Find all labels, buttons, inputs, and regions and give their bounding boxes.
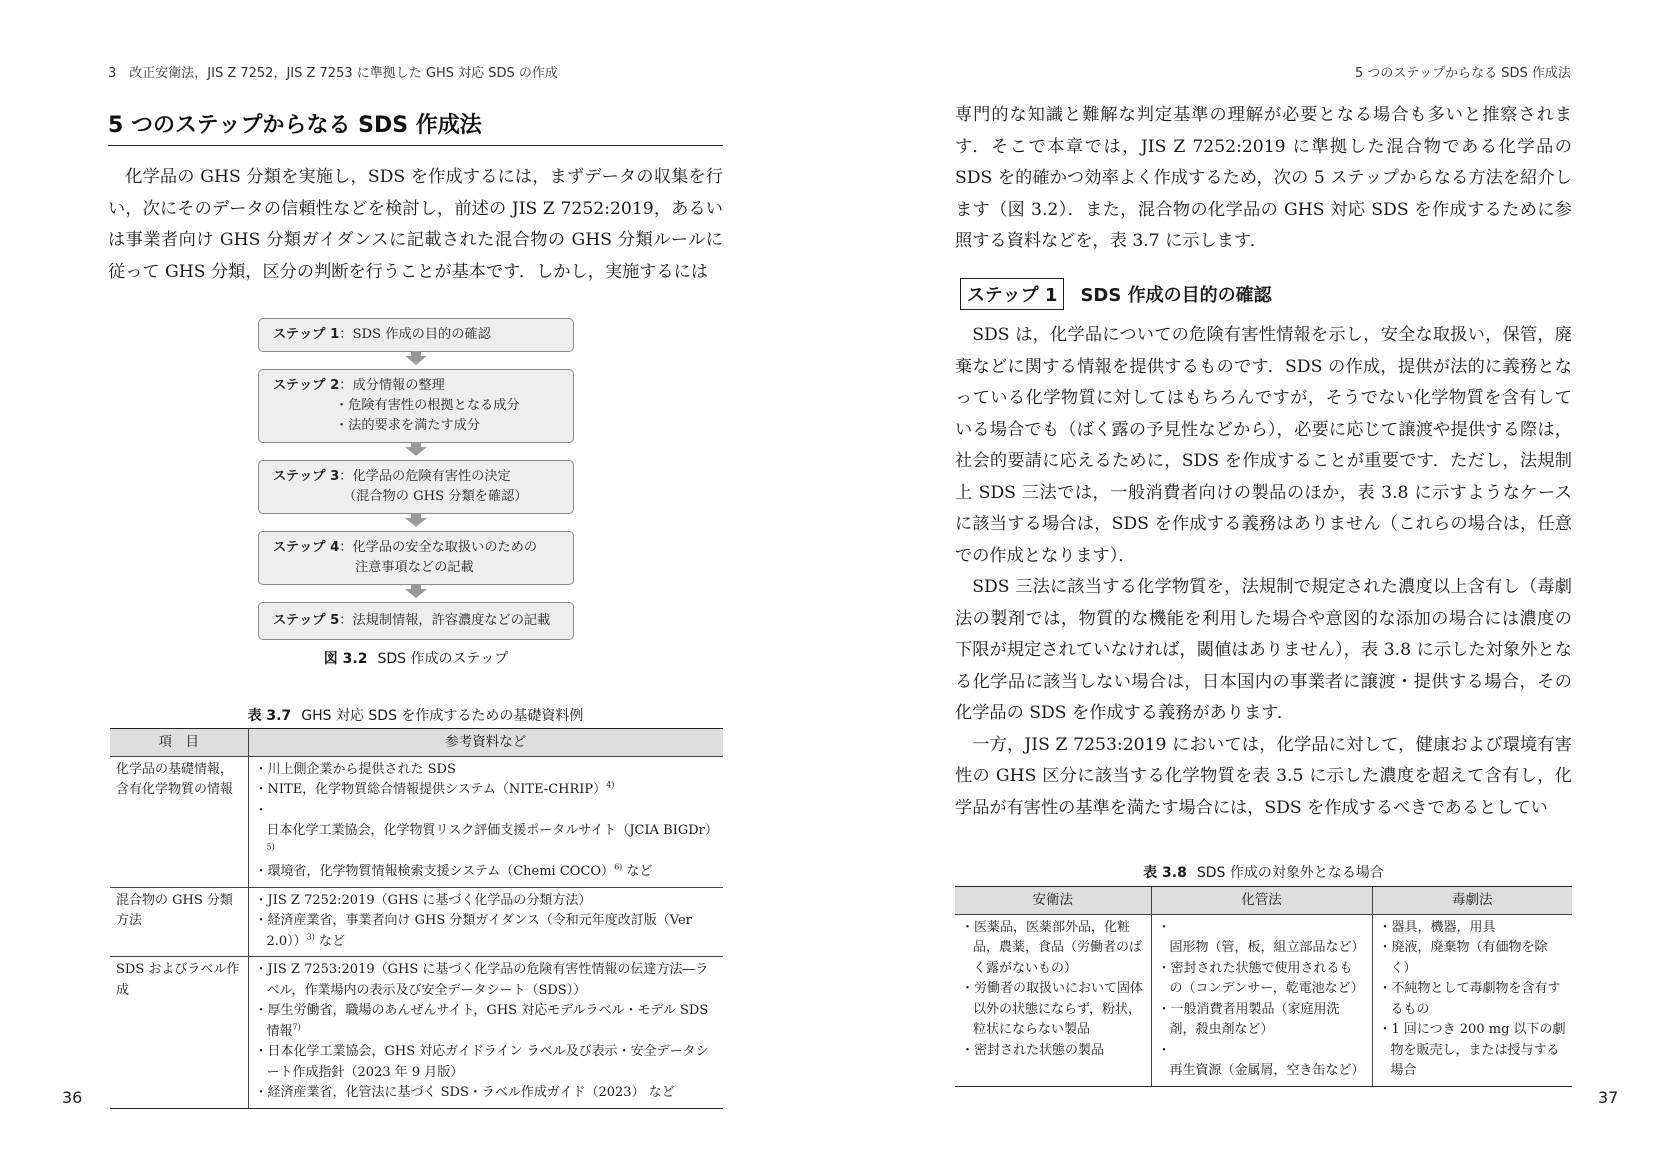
list-item: ・ 再生資源（金属屑，空き缶など） bbox=[1158, 1041, 1366, 1082]
table-row bbox=[955, 914, 1572, 1086]
flow-arrow bbox=[405, 518, 427, 527]
step-1-title: SDS 作成の目的の確認 bbox=[1080, 285, 1272, 306]
list-item: ・ NITE，化学物質総合情報提供システム（NITE-CHRIP）$^{4)}$ bbox=[255, 780, 718, 801]
figure-caption: 図 3.2 SDS 作成のステップ bbox=[323, 651, 509, 667]
table-3-7-caption: 表 3.7 GHS 対応 SDS を作成するための基礎資料例 bbox=[247, 708, 584, 724]
table-3-8 bbox=[955, 886, 1572, 1087]
list-item: ・ 川上側企業から提供された SDS bbox=[255, 760, 718, 781]
list-item: ・ 不純物として毒劇物を含有するもの bbox=[1379, 979, 1567, 1020]
list-item: ・ 固形物（管，板，組立部品など） bbox=[1158, 918, 1366, 959]
table-header-cell: 毒劇法 bbox=[1372, 887, 1572, 915]
table-cell-item: 混合物の GHS 分類方法 bbox=[110, 887, 248, 957]
flow-arrow bbox=[405, 356, 427, 365]
intro-paragraph: 化学品の GHS 分類を実施し，SDS を作成するには，まずデータの収集を行い，次にそのデータの信頼性などを検討し，前述の JIS Z 7252:2019，あるいは事業者向け GHS 分類ガイダンスに記載された混合物の GHS 分類ルールに従って GHS 分類，区分の判断を行うことが基本です．しかし，実施するには bbox=[108, 167, 723, 282]
list-item: ・ 環境省，化学物質情報検索支援システム（Chemi COCO）$^{6)}$ など bbox=[255, 862, 718, 883]
list-item: ・ 一般消費者用製品（家庭用洗剤，殺虫剤など） bbox=[1158, 1000, 1366, 1041]
table-cell-refs bbox=[248, 756, 723, 887]
list-item: ・ 日本化学工業協会，GHS 対応ガイドライン ラベル及び表示・安全データシート作成指針（2023 年 9 月版） bbox=[255, 1042, 718, 1083]
table-header-cell: 参考資料など bbox=[248, 729, 723, 757]
body-paragraph: 一方，JIS Z 7253:2019 においては，化学品に対して，健康および環境有害性の GHS 区分に該当する化学物質を表 3.5 に示した濃度を超えて含有し，化学品が有害性の基準を満たす場合には，SDS を作成するべきであるとしてい bbox=[955, 734, 1572, 818]
list-item: ・ 経済産業省，化管法に基づく SDS・ラベル作成ガイド（2023） など bbox=[255, 1083, 718, 1104]
table-header-row bbox=[110, 729, 723, 757]
body-paragraph: SDS は，化学品についての危険有害性情報を示し，安全な取扱い，保管，廃棄などに関する情報を提供するものです．SDS の作成，提供が法的に義務となっている化学物質に対してはもちろんですが，そうでない化学物質を含有している場合でも（ばく露の予見性などから），必要に応じて譲渡や提供する際は，社会的要請に応えるために，SDS を作成することが重要です．ただし，法規制上 SDS 三法では，一般消費者向けの製品のほか，表 3.8 に示すようなケースに該当する場合は，SDS を作成する義務はありません（これらの場合は，任意での作成となります）． bbox=[955, 325, 1572, 566]
table-3-8-caption: 表 3.8 SDS 作成の対象外となる場合 bbox=[1143, 865, 1384, 881]
list-item: ・ 労働者の取扱いにおいて固体以外の状態にならず，粉状，粒状にならない製品 bbox=[961, 979, 1145, 1041]
flow-step-1: ステップ 1：SDS 作成の目的の確認 bbox=[258, 318, 574, 352]
table-cell-item: 化学品の基礎情報，含有化学物質の情報 bbox=[110, 756, 248, 887]
flow-step-4: ステップ 4：化学品の安全な取扱いのための 注意事項などの記載 bbox=[258, 531, 574, 585]
table-3-7 bbox=[110, 728, 723, 1109]
step-1-label-box: ステップ 1 bbox=[960, 278, 1064, 310]
list-item: ・ JIS Z 7253:2019（GHS に基づく化学品の危険有害性情報の伝達方法―ラベル，作業場内の表示及び安全データシート（SDS）） bbox=[255, 960, 718, 1001]
flow-step-3: ステップ 3：化学品の危険有害性の決定 （混合物の GHS 分類を確認） bbox=[258, 460, 574, 514]
right-running-head: 5 つのステップからなる SDS 作成法 bbox=[1355, 66, 1571, 81]
left-running-head: 3 改正安衛法，JIS Z 7252，JIS Z 7253 に準拠した GHS 対応 SDS の作成 bbox=[108, 66, 558, 81]
list-item: ・ 医薬品，医薬部外品，化粧品，農薬，食品（労働者のばく露がないもの） bbox=[961, 918, 1145, 980]
right-page-number: 37 bbox=[1598, 1088, 1619, 1107]
list-item: ・ 器具，機器，用具 bbox=[1379, 918, 1567, 939]
list-item: ・ 密封された状態の製品 bbox=[961, 1041, 1145, 1062]
list-item: ・ 厚生労働省，職場のあんぜんサイト，GHS 対応モデルラベル・モデル SDS 情報$^{7)}$ bbox=[255, 1001, 718, 1042]
list-item: ・ JIS Z 7252:2019（GHS に基づく化学品の分類方法） bbox=[255, 891, 718, 912]
table-cell-kakan bbox=[1151, 914, 1372, 1086]
flow-arrow bbox=[405, 447, 427, 456]
step-1-body bbox=[955, 320, 1572, 824]
table-row bbox=[110, 957, 723, 1109]
table-cell-item: SDS およびラベル作成 bbox=[110, 957, 248, 1109]
table-header-cell: 安衛法 bbox=[955, 887, 1151, 915]
left-page-number: 36 bbox=[62, 1088, 83, 1107]
table-cell-refs bbox=[248, 957, 723, 1109]
step-flowchart bbox=[258, 318, 574, 640]
list-item: ・ 廃液，廃棄物（有価物を除く） bbox=[1379, 938, 1567, 979]
table-header-cell: 項 目 bbox=[110, 729, 248, 757]
table-header-row bbox=[955, 887, 1572, 915]
list-item: ・ 密封された状態で使用されるもの（コンデンサー，乾電池など） bbox=[1158, 959, 1366, 1000]
table-header-cell: 化管法 bbox=[1151, 887, 1372, 915]
continuation-paragraph: 専門的な知識と難解な判定基準の理解が必要となる場合も多いと推察されます．そこで本章では，JIS Z 7252:2019 に準拠した混合物である化学品の SDS を的確かつ効率よく作成するため，次の 5 ステップからなる方法を紹介します（図 3.2）．また，混合物の化学品の GHS 対応 SDS を作成するために参照する資料などを，表 3.7 に示します． bbox=[955, 105, 1572, 251]
list-item: ・ 経済産業省，事業者向け GHS 分類ガイダンス（令和元年度改訂版（Ver 2.0））$^{3)}$ など bbox=[255, 911, 718, 952]
table-row bbox=[110, 756, 723, 887]
list-item: ・ 日本化学工業協会，化学物質リスク評価支援ポータルサイト（JCIA BIGDr）$^{5)}$ bbox=[255, 801, 718, 863]
table-cell-refs bbox=[248, 887, 723, 957]
table-row bbox=[110, 887, 723, 957]
list-item: ・ 1 回につき 200 mg 以下の劇物を販売し，または授与する場合 bbox=[1379, 1020, 1567, 1082]
flow-arrow bbox=[405, 589, 427, 598]
flow-step-2: ステップ 2：成分情報の整理 ・危険有害性の根拠となる成分 ・法的要求を満たす成分 bbox=[258, 369, 574, 443]
step-1-heading bbox=[960, 278, 1272, 310]
flow-step-5: ステップ 5：法規制情報，許容濃度などの記載 bbox=[258, 602, 574, 640]
section-title: 5 つのステップからなる SDS 作成法 bbox=[108, 108, 723, 146]
table-cell-anei bbox=[955, 914, 1151, 1086]
body-paragraph: SDS 三法に該当する化学物質を，法規制で規定された濃度以上含有し（毒劇法の製剤では，物質的な機能を利用した場合や意図的な添加の場合には濃度の下限が規定されていなければ，閾値はありません），表 3.8 に示した対象外となる化学品に該当しない場合は，日本国内の事業者に譲渡・提供する場合，その化学品の SDS を作成する義務があります． bbox=[955, 577, 1572, 723]
table-cell-dokugeki bbox=[1372, 914, 1572, 1086]
